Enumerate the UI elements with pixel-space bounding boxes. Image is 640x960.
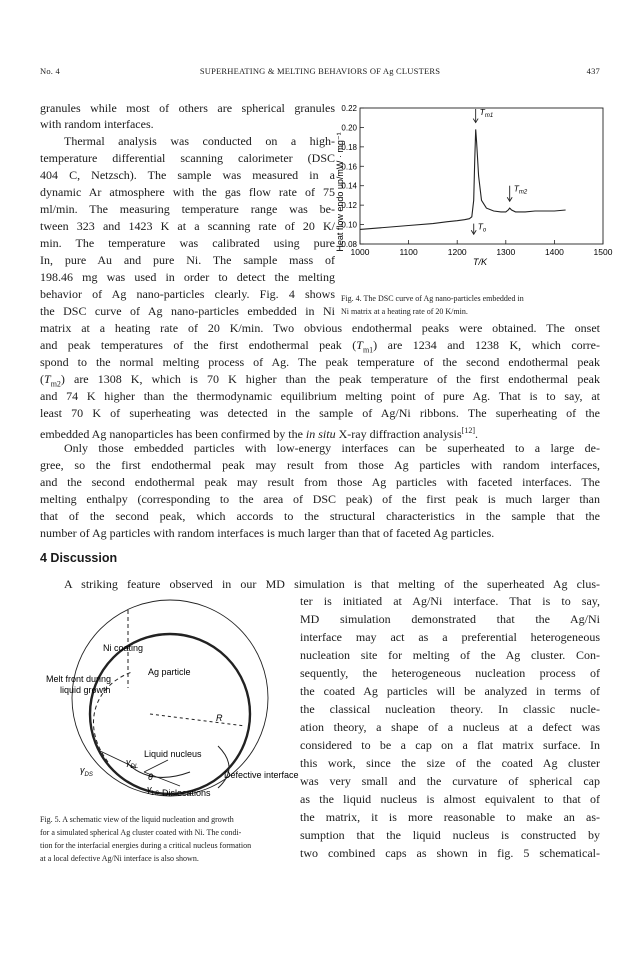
figure-5-caption-line: Fig. 5. A schematic view of the liquid nucleation and growth <box>40 815 234 824</box>
x-tick-label: 1100 <box>399 247 418 257</box>
text-line: the classical nucleation theory. In classic nucle- <box>300 702 600 716</box>
marker-label: $T_{m2}$ <box>513 183 528 196</box>
label-ni-coating: Ni coating <box>102 643 144 653</box>
marker-label: $T_{m1}$ <box>479 106 494 119</box>
text-line: ter is initiated at Ag/Ni interface. That is to say, <box>300 594 600 608</box>
issue-number: No. 4 <box>40 66 60 76</box>
text-line <box>40 423 600 442</box>
text-line: behavior of Ag nano-particles clearly. Fig. 4 shows <box>40 287 335 301</box>
label-defective-interface: Defective interface <box>224 770 299 780</box>
chart-y-axis-label: Heat flow endo up/mW · mg⁻¹ <box>335 132 345 252</box>
running-head <box>40 66 600 78</box>
text-line: that of the second peak, which accords to the structural characteristics in the sample that the <box>40 509 600 523</box>
dsc-chart <box>330 96 620 286</box>
text-line: A striking feature observed in our MD simulation is that melting of the superheated Ag clus- <box>64 577 600 591</box>
text-line: temperature differential scanning calorimeter (DSC <box>40 151 335 165</box>
x-tick-label: 1300 <box>496 247 516 257</box>
page-number: 437 <box>586 66 600 76</box>
label-gamma-dl: $\gamma_{DL}$ <box>126 757 139 770</box>
y-tick-label: 0.22 <box>341 104 357 113</box>
text-line: ation theory, a shape of a nucleus at a defect was <box>300 720 600 734</box>
text-line: interface may act as a preferential heterogeneous <box>300 630 600 644</box>
nucleation-schematic <box>40 590 300 800</box>
to-marker <box>471 222 487 235</box>
text-line: matrix at a heating rate of 20 K/min. Two obvious endothermal peaks were obtained. The onset <box>40 321 600 335</box>
label-liquid-growth: liquid growth <box>60 685 111 695</box>
text-line: was very small and the curvature of spherical cap <box>300 774 600 788</box>
tm2-marker <box>507 184 528 202</box>
label-theta: θ <box>148 772 153 782</box>
text-run: $(T_{m2})$ are 1308 K, which is 70 K higher than the peak temperature of the first endothermal peak <box>40 372 600 389</box>
label-ag-particle: Ag particle <box>148 667 191 677</box>
label-liquid-nucleus: Liquid nucleus <box>144 749 202 759</box>
text-line: dynamic Ar atmosphere with the gas flow rate of 75 <box>40 185 335 199</box>
text-line: this work, since the size of the coated Ag cluster <box>300 756 600 770</box>
text-line: the coated Ag particles will be analyzed in terms of <box>300 684 600 698</box>
text-line: sumption that the liquid nucleus is constructed by <box>300 828 600 842</box>
y-tick-label: 0.14 <box>341 181 357 191</box>
text-line: Only those embedded particles with low-energy interfaces can be superheated to a large de- <box>64 441 600 455</box>
figure-5-caption-line: tion for the interfacial energies during a critical nucleus formation <box>40 841 252 850</box>
x-tick-label: 1000 <box>350 247 370 257</box>
y-tick-label: 0.16 <box>341 162 357 172</box>
marker-label: $T_o$ <box>477 221 487 234</box>
text-line: the matrix, it is more reasonable to make an as- <box>300 810 600 824</box>
figure-5-caption-line: for a simulated spherical Ag cluster coated with Ni. The condi- <box>40 828 242 837</box>
y-tick-label: 0.18 <box>341 142 357 152</box>
chart-markers <box>471 107 528 234</box>
text-line: two combined caps as shown in fig. 5 schematical- <box>300 846 600 860</box>
running-title: SUPERHEATING & MELTING BEHAVIORS OF Ag CLUSTERS <box>199 66 441 76</box>
text-line: and 74 K higher than the thermodynamic equilibrium melting point of pure Ag. That is to say, at <box>40 389 600 403</box>
figure-5-caption-line: at a local defective Ag/Ni interface is also shown. <box>40 854 199 863</box>
y-tick-label: 0.12 <box>341 201 357 211</box>
gamma-dl-vector <box>144 760 168 772</box>
text-line: melting enthalpy (corresponding to the area of DSC peak) of the first peak is much larger than <box>40 492 600 506</box>
label-dislocations: Dislocations <box>162 788 211 798</box>
text-line: nucleation site for melting of the Ag cluster. Con- <box>300 648 600 662</box>
x-tick-label: 1400 <box>544 247 564 257</box>
text-line: gree, so the first endothermal peak may result from those Ag particles with random interfaces, <box>40 458 600 472</box>
label-melt-front: Melt front during <box>46 674 112 684</box>
text-line: MD simulation demonstrated that the Ag/Ni <box>300 612 600 626</box>
label-radius: R <box>216 713 223 723</box>
label-gamma-ls: $\gamma_{LS}$ <box>147 784 159 797</box>
text-run: and peak temperatures of the first endothermal peak $(T_{m1})$ are 1234 and 1238 K, which corre- <box>40 338 600 355</box>
text-line: as the liquid nucleus is almost equivalent to that of <box>300 792 600 806</box>
text-line: sequently, the heterogeneous nucleation process of <box>300 666 600 680</box>
text-line: spond to the normal melting process of Ag. The peak temperature of the second endothermal peak <box>40 355 600 369</box>
text-line: granules while most of others are spherical granules <box>40 101 335 115</box>
radius-line <box>150 714 245 726</box>
text-line: least 70 K of superheating was detected in the sample of Ag/Ni ribbons. The superheating of the <box>40 406 600 420</box>
text-line: min. The temperature was calibrated using pure <box>40 236 335 250</box>
text-run: embedded Ag nanoparticles has been confirmed by the in situ X-ray diffraction analysis[12]. <box>40 426 478 441</box>
figure-4-caption-line: Ni matrix at a heating rate of 20 K/min. <box>341 307 468 316</box>
text-line: and the second endothermal peak may result from those Ag particles with faceted interfaces. The <box>40 475 600 489</box>
chart-x-axis-label: T/K <box>472 257 488 267</box>
x-tick-label: 1500 <box>593 247 613 257</box>
text-line: considered to be a cap on a flat matrix surface. In <box>300 738 600 752</box>
text-line: the DSC curve of Ag nano-particles embedded in Ni <box>40 304 335 318</box>
text-line: tween 323 and 1423 K at a scanning rate of 20 K/ <box>40 219 335 233</box>
tm1-marker <box>473 107 493 123</box>
x-tick-label: 1200 <box>447 247 467 257</box>
y-tick-label: 0.08 <box>341 240 357 249</box>
section-heading: 4 Discussion <box>40 551 118 565</box>
chart-ticks <box>341 104 612 257</box>
text-line: 404 C, Netzsch). The sample was measured in a <box>40 168 335 182</box>
figure-4-caption-line: Fig. 4. The DSC curve of Ag nano-particles embedded in <box>341 294 524 303</box>
text-line: ml/min. The measuring temperature range was be- <box>40 202 335 216</box>
text-line: number of Ag particles with random interfaces is much larger than that of faceted Ag particles. <box>40 526 495 540</box>
text-line: 198.46 mg was used in order to detect the melting <box>40 270 335 284</box>
text-line: with random interfaces. <box>40 117 154 131</box>
ni-coating-outline <box>72 600 268 796</box>
text-line: In, pure Au and pure Ni. The sample mass of <box>40 253 335 267</box>
label-gamma-ds: $\gamma_{DS}$ <box>80 765 93 778</box>
defective-interface-curve <box>218 746 229 788</box>
chart-series-line <box>360 129 566 229</box>
y-tick-label: 0.10 <box>341 220 357 230</box>
y-tick-label: 0.20 <box>341 123 357 133</box>
text-line: Thermal analysis was conducted on a high- <box>64 134 335 148</box>
